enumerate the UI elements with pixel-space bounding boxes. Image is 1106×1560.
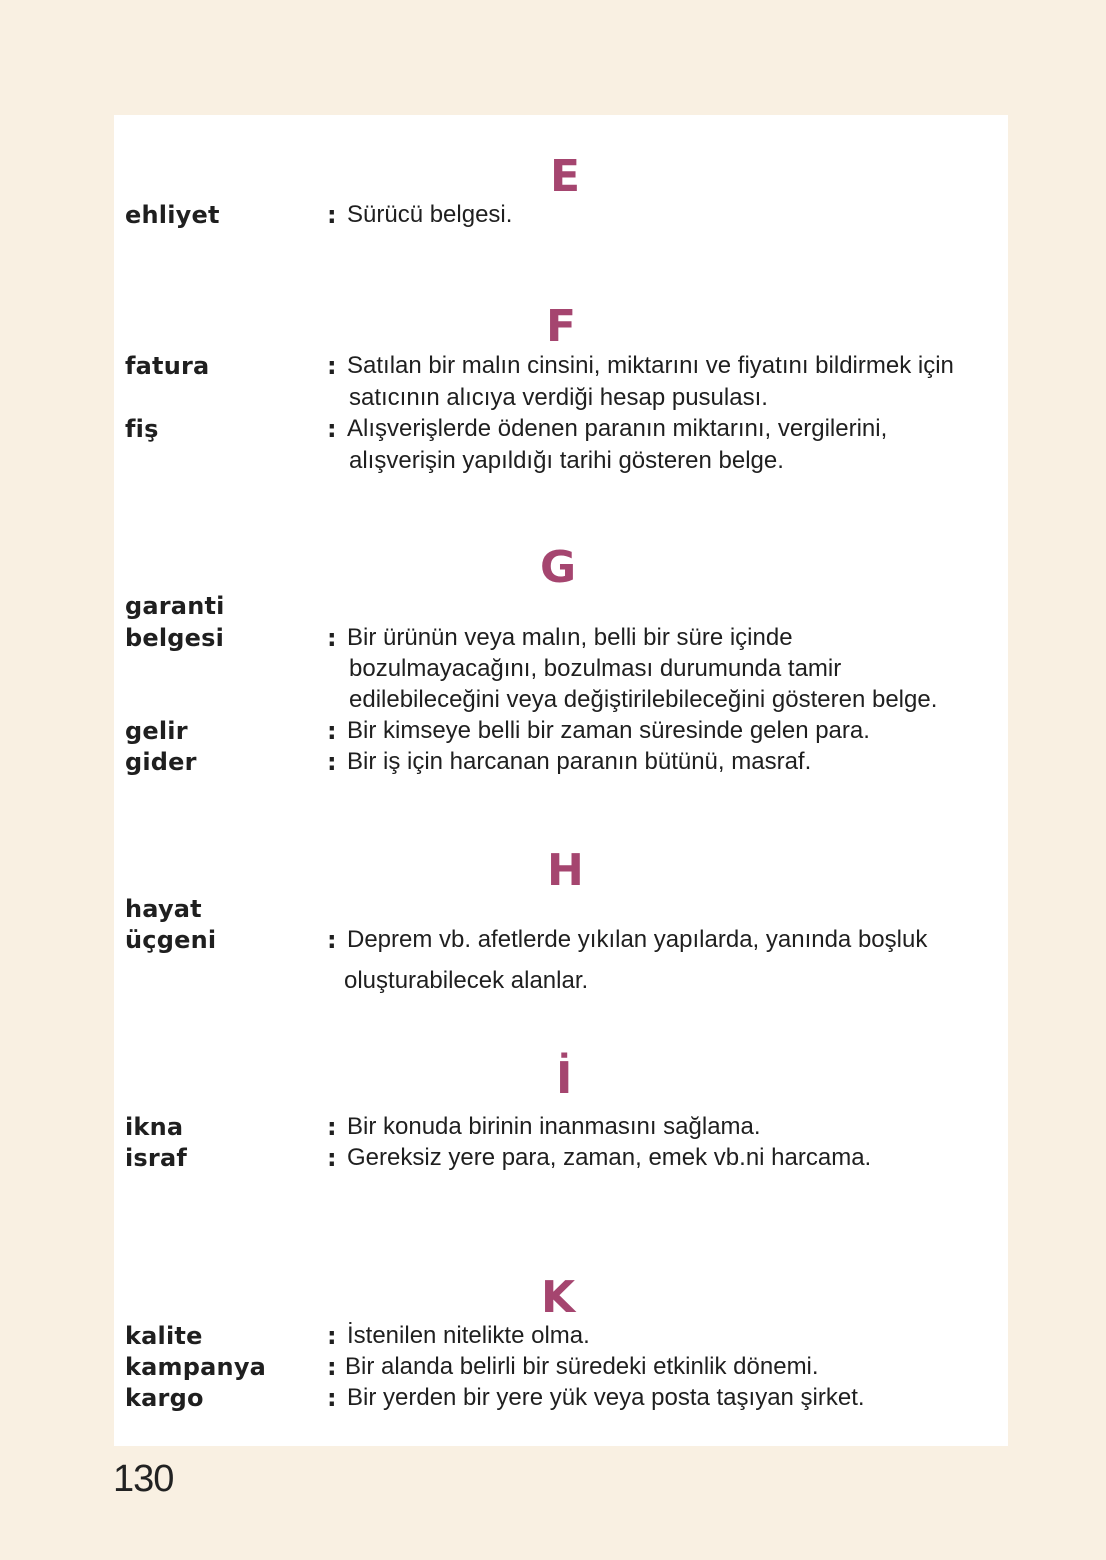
term-israf: israf [125,1144,187,1172]
page-number: 130 [113,1458,174,1500]
definition-fatura-line-1: Satılan bir malın cinsini, miktarını ve fiyatını bildirmek için [347,352,954,379]
definition-gider-line-1: Bir iş için harcanan paranın bütünü, masraf. [347,748,812,775]
term-kargo: kargo [125,1384,204,1412]
section-letter-e: E [550,151,581,202]
definition-hayat-ucgeni-line-1: Deprem vb. afetlerde yıkılan yapılarda, yanında boşluk [347,926,928,953]
definition-hayat-ucgeni-line-2: oluşturabilecek alanlar. [344,967,589,994]
colon-kargo: : [327,1384,337,1412]
definition-ehliyet-line-1: Sürücü belgesi. [347,201,513,228]
definition-garanti-belgesi-line-3: edilebileceğini veya değiştirilebileceğini gösteren belge. [349,686,938,713]
term-garanti: garanti [125,592,225,620]
term-ucgeni: üçgeni [125,926,217,954]
colon-fis: : [327,415,337,443]
section-letter-h: H [547,845,584,896]
section-letter-f: F [546,301,577,352]
colon-gelir: : [327,717,337,745]
section-letter-g: G [540,542,577,593]
definition-gelir-line-1: Bir kimseye belli bir zaman süresinde gelen para. [347,717,870,744]
colon-kampanya: : [327,1353,337,1381]
term-gider: gider [125,748,197,776]
definition-fis-line-1: Alışverişlerde ödenen paranın miktarını, vergilerini, [347,415,888,442]
term-kalite: kalite [125,1322,203,1350]
colon-ikna: : [327,1113,337,1141]
colon-hayat-ucgeni: : [327,926,337,954]
term-fatura: fatura [125,352,210,380]
definition-kargo-line-1: Bir yerden bir yere yük veya posta taşıyan şirket. [347,1384,865,1411]
definition-garanti-belgesi-line-2: bozulmayacağını, bozulması durumunda tamir [349,655,842,682]
definition-israf-line-1: Gereksiz yere para, zaman, emek vb.ni harcama. [347,1144,872,1171]
term-kampanya: kampanya [125,1353,267,1381]
definition-kampanya-line-1: Bir alanda belirli bir süredeki etkinlik dönemi. [345,1353,819,1380]
definition-kalite-line-1: İstenilen nitelikte olma. [347,1322,590,1349]
definition-ikna-line-1: Bir konuda birinin inanmasını sağlama. [347,1113,761,1140]
term-hayat: hayat [125,895,202,923]
colon-israf: : [327,1144,337,1172]
colon-garanti-belgesi: : [327,624,337,652]
term-belgesi: belgesi [125,624,225,652]
colon-kalite: : [327,1322,337,1350]
definition-fatura-line-2: satıcının alıcıya verdiği hesap pusulası. [349,384,768,411]
definition-fis-line-2: alışverişin yapıldığı tarihi gösteren belge. [349,447,784,474]
section-letter-k: K [541,1272,576,1323]
term-ehliyet: ehliyet [125,201,220,229]
term-gelir: gelir [125,717,188,745]
term-ikna: ikna [125,1113,184,1141]
colon-gider: : [327,748,337,776]
section-letter-i: İ [556,1053,573,1104]
colon-fatura: : [327,352,337,380]
term-fis: fiş [125,415,159,443]
definition-garanti-belgesi-line-1: Bir ürünün veya malın, belli bir süre içinde [347,624,793,651]
colon-ehliyet: : [327,201,337,229]
